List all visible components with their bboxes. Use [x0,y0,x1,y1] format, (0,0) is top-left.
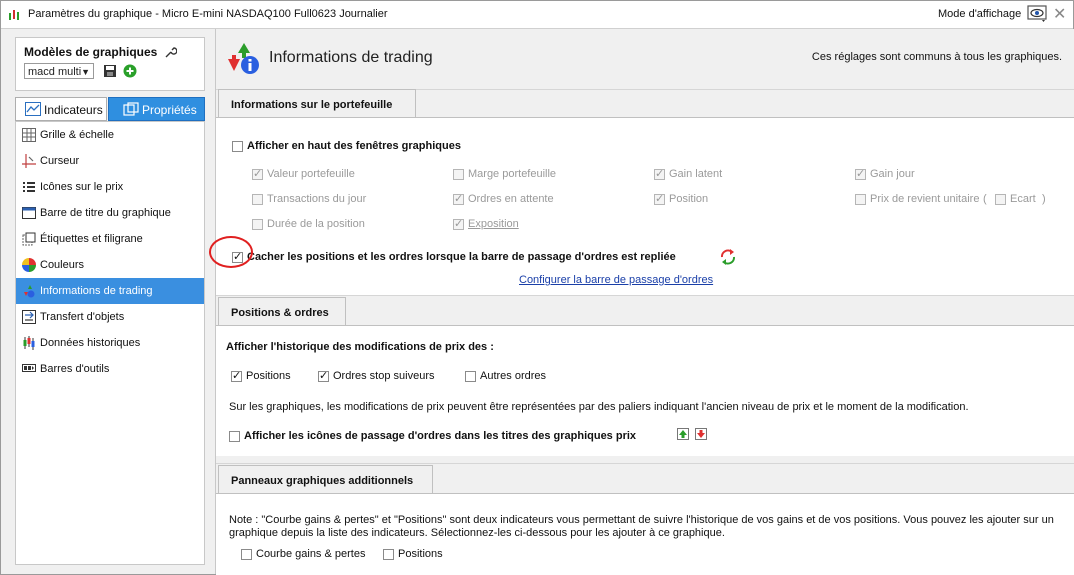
gain-jour-checkbox[interactable] [855,169,866,180]
sidebar-item-historical-data[interactable] [16,330,204,356]
trading-info-header-icon [226,41,262,75]
candlestick-icon [22,336,36,350]
positions-panel-checkbox[interactable] [383,549,394,560]
chart-app-icon [8,8,22,22]
transactions-label: Transactions du jour [267,193,367,205]
properties-icon [123,102,139,116]
other-orders-checkbox[interactable] [465,371,476,382]
sidebar-item-label: Barre de titre du graphique [40,207,171,219]
wrench-icon[interactable] [163,45,177,59]
positions-panel-label: Positions [398,548,443,560]
sidebar-item-cursor[interactable] [16,148,204,174]
section-panels-tab: Panneaux graphiques additionnels [218,465,433,493]
marge-checkbox[interactable] [453,169,464,180]
title-bar [1,1,1073,29]
sidebar-item-price-icons[interactable] [16,174,204,200]
buy-order-icon [677,428,689,440]
ordres-attente-checkbox[interactable] [453,194,464,205]
model-select[interactable] [24,63,94,79]
chart-models-panel [15,37,205,91]
exposition-label: Exposition [468,218,519,230]
trading-info-icon [22,284,36,298]
color-wheel-icon [22,258,36,272]
sidebar-item-label: Étiquettes et filigrane [40,233,143,245]
other-orders-label: Autres ordres [480,370,547,382]
tab-indicators-label: Indicateurs [44,103,103,117]
transactions-checkbox[interactable] [252,194,263,205]
panels-note-line2: graphique depuis la liste des indicateurs. Sélectionnez-les ci-dessous pour les ajouter à ce graphique. [229,527,725,539]
sidebar-item-label: Grille & échelle [40,129,114,141]
ecart-label: Ecart [1010,193,1036,205]
marge-label: Marge portefeuille [468,168,557,180]
section-panels [216,493,1074,575]
show-top-checkbox[interactable] [232,141,243,152]
list-icon [22,180,36,194]
order-icons-checkbox[interactable] [229,431,240,442]
sidebar-item-label: Couleurs [40,259,85,271]
positions-history-checkbox[interactable] [231,371,242,382]
left-tabs [15,97,205,121]
main-content [215,29,1074,574]
tab-properties-label: Propriétés [142,103,197,117]
position-checkbox[interactable] [654,194,665,205]
show-top-label: Afficher en haut des fenêtres graphiques [247,140,461,152]
panels-note-line1: Note : "Courbe gains & pertes" et "Positions" sont deux indicateurs vous permettant de suivre l'historique de vos gains et de vos positions. Vous pouvez les ajouter sur un [229,514,1054,526]
duree-label: Durée de la position [267,218,365,230]
page-title: Informations de trading [269,49,433,66]
prix-revient-checkbox[interactable] [855,194,866,205]
price-modification-info: Sur les graphiques, les modifications de prix peuvent être représentées par des paliers indiquant l'ancien niveau de prix et le moment de la modification. [229,401,969,413]
exposition-checkbox[interactable] [453,219,464,230]
close-icon[interactable]: ✕ [1053,6,1067,23]
sidebar-item-label: Barres d'outils [40,363,110,375]
section-portfolio [216,117,1074,296]
transfer-icon [22,310,36,324]
add-icon[interactable] [123,64,137,78]
prix-revient-label: Prix de revient unitaire [870,193,980,205]
models-title: Modèles de graphiques [24,45,158,59]
tab-indicators[interactable] [15,97,107,121]
sidebar-item-trading-info[interactable] [16,278,204,304]
sidebar-item-label: Curseur [40,155,80,167]
window-title: Paramètres du graphique - Micro E-mini NASDAQ100 Full0623 Journalier [28,8,388,20]
order-icons-label: Afficher les icônes de passage d'ordres dans les titres des graphiques prix [244,430,637,442]
sidebar-item-grid-scale[interactable] [16,122,204,148]
valeur-checkbox[interactable] [252,169,263,180]
paren-close: ) [1042,193,1046,205]
duree-checkbox[interactable] [252,219,263,230]
sidebar-item-toolbars[interactable] [16,356,204,382]
section-positions-tab: Positions & ordres [218,297,346,325]
stop-orders-checkbox[interactable] [318,371,329,382]
gain-latent-checkbox[interactable] [654,169,665,180]
sidebar-item-label: Transfert d'objets [40,311,125,323]
display-mode-label[interactable]: Mode d'affichage [938,8,1022,20]
sell-order-icon [695,428,707,440]
history-title: Afficher l'historique des modifications de prix des : [226,341,494,353]
annotation-circle [209,236,253,268]
section-portfolio-tab: Informations sur le portefeuille [218,89,416,117]
position-label: Position [669,193,709,205]
sidebar-item-labels-watermark[interactable] [16,226,204,252]
toolbar-icon [22,362,36,376]
divider [216,295,1074,296]
ordres-attente-label: Ordres en attente [468,193,554,205]
sidebar [15,121,205,565]
positions-history-label: Positions [246,370,291,382]
crosshair-icon [22,154,36,168]
ecart-checkbox[interactable] [995,194,1006,205]
save-icon[interactable] [103,64,117,78]
sidebar-item-title-bar[interactable] [16,200,204,226]
label-icon [22,232,36,246]
valeur-label: Valeur portefeuille [267,168,355,180]
sidebar-item-label: Icônes sur le prix [40,181,124,193]
header-note: Ces réglages sont communs à tous les graphiques. [811,51,1062,63]
window-icon [22,206,36,220]
chevron-down-icon: ▼ [81,67,90,77]
sidebar-item-label: Informations de trading [40,285,153,297]
sidebar-item-colors[interactable] [16,252,204,278]
eye-icon[interactable] [1026,5,1048,23]
paren-open: ( [983,193,987,205]
divider [216,463,1074,464]
sidebar-item-object-transfer[interactable] [16,304,204,330]
stop-orders-label: Ordres stop suiveurs [333,370,435,382]
configure-order-bar-link[interactable]: Configurer la barre de passage d'ordres [519,274,714,286]
hide-positions-label: Cacher les positions et les ordres lorsque la barre de passage d'ordres est repliée [247,251,676,263]
sidebar-item-label: Données historiques [40,337,141,349]
pnl-curve-checkbox[interactable] [241,549,252,560]
refresh-icon[interactable] [719,248,737,266]
gain-latent-label: Gain latent [669,168,723,180]
gain-jour-label: Gain jour [870,168,915,180]
section-positions [216,325,1074,456]
grid-icon [22,128,36,142]
model-select-value: macd multi [28,66,82,78]
chart-line-icon [25,102,41,116]
pnl-curve-label: Courbe gains & pertes [256,548,366,560]
tab-properties[interactable] [108,97,205,121]
